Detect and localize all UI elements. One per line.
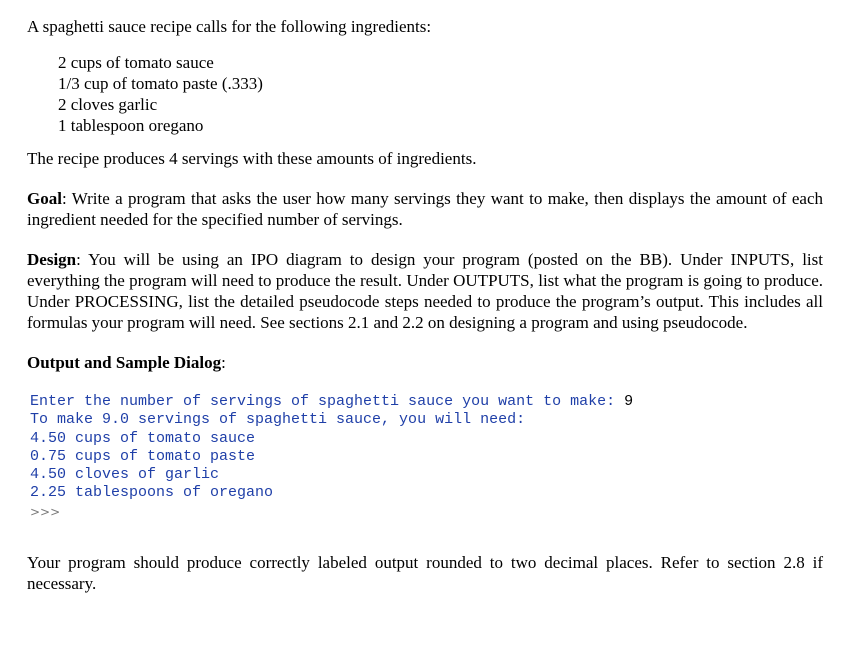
closing-paragraph: Your program should produce correctly labeled output rounded to two decimal places. Refer to section 2.8 if necessary. bbox=[27, 552, 823, 593]
design-text: : You will be using an IPO diagram to design your program (posted on the BB). Under INPUTS, list everything the program will need to produce the result. Under OUTPUTS, list what the program is going to produce. Under PROCESSING, list the detailed pseudocode steps needed to produce the program’s output. This includes all formulas your program will need. See sections 2.1 and 2.2 on designing a program and using pseudocode. bbox=[27, 250, 823, 332]
assignment-document bbox=[27, 16, 823, 594]
output-heading bbox=[27, 352, 823, 373]
ingredient-item: 1 tablespoon oregano bbox=[58, 116, 204, 135]
design-label: Design bbox=[27, 250, 77, 269]
goal-paragraph bbox=[27, 188, 823, 230]
servings-note: The recipe produces 4 servings with these amounts of ingredients. bbox=[27, 149, 477, 168]
intro-text: A spaghetti sauce recipe calls for the following ingredients: bbox=[27, 17, 432, 36]
console-line: 0.75 cups of tomato paste bbox=[30, 447, 256, 465]
goal-label: Goal bbox=[27, 189, 62, 208]
output-heading-colon: : bbox=[221, 353, 226, 372]
ingredient-list bbox=[58, 52, 823, 136]
console-input-value: 9 bbox=[624, 393, 634, 410]
console-prompt-text: Enter the number of servings of spaghetti sauce you want to make: bbox=[30, 393, 625, 410]
shell-prompt: >>> bbox=[30, 504, 61, 519]
output-heading-label: Output and Sample Dialog bbox=[27, 353, 222, 372]
console-line: To make 9.0 servings of spaghetti sauce, you will need: bbox=[30, 411, 526, 429]
goal-text: : Write a program that asks the user how many servings they want to make, then displays the amount of each ingredient needed for the specified number of servings. bbox=[27, 189, 823, 229]
ingredient-item: 2 cloves garlic bbox=[58, 95, 158, 114]
console-line: 4.50 cloves of garlic bbox=[30, 466, 220, 484]
design-paragraph bbox=[27, 249, 823, 333]
sample-dialog bbox=[30, 393, 823, 521]
ingredient-item: 2 cups of tomato sauce bbox=[58, 53, 214, 72]
console-line bbox=[30, 393, 823, 411]
ingredient-item: 1/3 cup of tomato paste (.333) bbox=[58, 74, 263, 93]
console-line: 2.25 tablespoons of oregano bbox=[30, 484, 274, 502]
console-line: 4.50 cups of tomato sauce bbox=[30, 429, 256, 447]
